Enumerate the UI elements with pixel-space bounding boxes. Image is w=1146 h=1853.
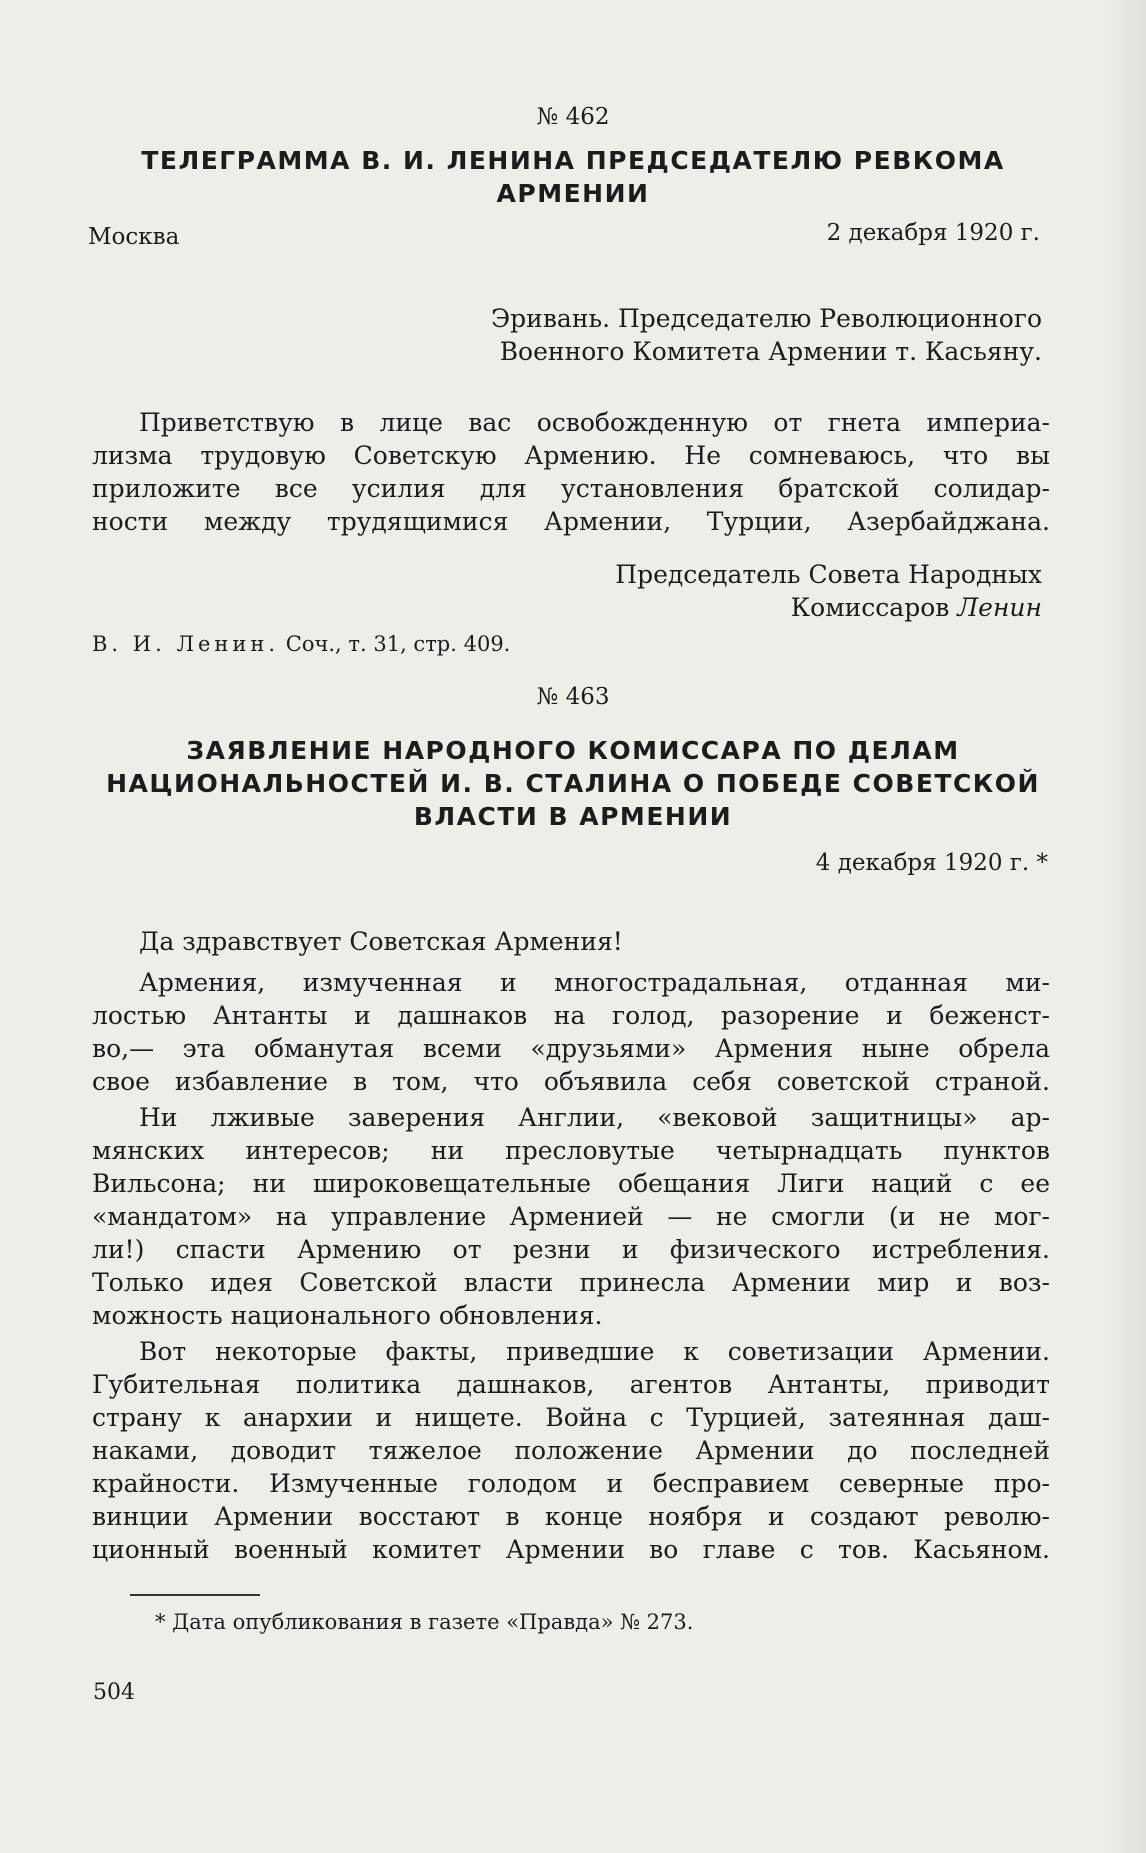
doc-462-text-line: приложите все усилия для установления братской солидар- [92,474,1050,503]
doc-462-signature-line-2 [791,591,1042,624]
doc-463-text-line: Только идея Советской власти принесла Армении мир и воз- [92,1268,1050,1297]
doc-463-text-line: ционный военный комитет Армении во главе с тов. Касьяном. [92,1535,1050,1564]
page-edge-shadow [1106,0,1146,1853]
doc-462-title-line-2: АРМЕНИИ [496,179,650,208]
doc-463-exclamation: Да здравствует Советская Армения! [139,927,623,956]
doc-462-signature-name: Ленин [957,593,1042,622]
doc-462-source-author: В. И. Ленин. [92,632,280,656]
doc-463-title-line-1: ЗАЯВЛЕНИЕ НАРОДНОГО КОМИССАРА ПО ДЕЛАМ [186,736,960,765]
doc-463-text-line: страну к анархии и нищете. Война с Турцией, затеянная даш- [92,1403,1050,1432]
doc-463-text-line: ли!) спасти Армению от резни и физического истребления. [92,1235,1050,1264]
doc-463-text-line: «мандатом» на управление Арменией — не смогли (и не мог- [92,1202,1050,1231]
page-number: 504 [93,1680,135,1705]
doc-463-title-line-2: НАЦИОНАЛЬНОСТЕЙ И. В. СТАЛИНА О ПОБЕДЕ СОВЕТСКОЙ [106,769,1040,798]
doc-463-text-line: крайности. Измученные голодом и бесправием северные про- [92,1469,1050,1498]
doc-463-paragraph-2 [92,1101,1050,1332]
doc-462-source-ref: Соч., т. 31, стр. 409. [285,632,511,656]
doc-463-text-line: можность национального обновления. [92,1301,603,1330]
doc-463-text-line: во,— эта обманутая всеми «друзьями» Армения ныне обрела [92,1034,1050,1063]
doc-462-address-line-1: Эривань. Председателю Революционного [491,304,1042,333]
doc-462-date: 2 декабря 1920 г. [826,220,1040,246]
doc-463-date: 4 декабря 1920 г. * [815,850,1048,876]
doc-463-paragraph-3 [92,1335,1050,1566]
doc-462-place: Москва [88,224,180,250]
doc-463-text-line: винции Армении восстают в конце ноября и создают револю- [92,1502,1050,1531]
doc-462-text-line: Приветствую в лице вас освобожденную от гнета империа- [139,408,1050,437]
doc-463-text-line: наками, доводит тяжелое положение Армении до последней [92,1436,1050,1465]
doc-462-number: № 462 [536,104,610,130]
footnote-divider [130,1594,260,1596]
doc-462-text [92,406,1050,538]
doc-463-text-line: Ни лживые заверения Англии, «вековой защитницы» ар- [139,1103,1050,1132]
doc-463-text-line: Вильсона; ни широковещательные обещания Лиги наций с ее [92,1169,1050,1198]
doc-462-signature-line-1: Председатель Совета Народных [615,560,1042,589]
doc-462-signature-title: Комиссаров [790,593,950,622]
doc-462-address-line-2: Военного Комитета Армении т. Касьяну. [499,337,1042,366]
doc-463-text-line: свое избавление в том, что объявила себя советской страной. [92,1067,1050,1096]
doc-463-paragraph-1 [92,966,1050,1098]
doc-463-text-line: мянских интересов; ни пресловутые четырнадцать пунктов [92,1136,1050,1165]
doc-463-text-line: Армения, измученная и многострадальная, отданная ми- [139,968,1050,997]
doc-462-text-line: ности между трудящимися Армении, Турции, Азербайджана. [92,507,1050,536]
doc-462-text-line: лизма трудовую Советскую Армению. Не сомневаюсь, что вы [92,441,1050,470]
doc-463-title-line-3: ВЛАСТИ В АРМЕНИИ [413,802,733,831]
doc-463-text-line: Губительная политика дашнаков, агентов Антанты, приводит [92,1370,1050,1399]
doc-463-text-line: лостью Антанты и дашнаков на голод, разорение и беженст- [92,1001,1050,1030]
doc-463-number: № 463 [536,684,610,710]
footnote: * Дата опубликования в газете «Правда» № 273. [155,1610,694,1634]
doc-463-text-line: Вот некоторые факты, приведшие к советизации Армении. [139,1337,1050,1366]
doc-462-source [92,632,510,656]
doc-462-title-line-1: ТЕЛЕГРАММА В. И. ЛЕНИНА ПРЕДСЕДАТЕЛЮ РЕВКОМА [141,146,1005,175]
